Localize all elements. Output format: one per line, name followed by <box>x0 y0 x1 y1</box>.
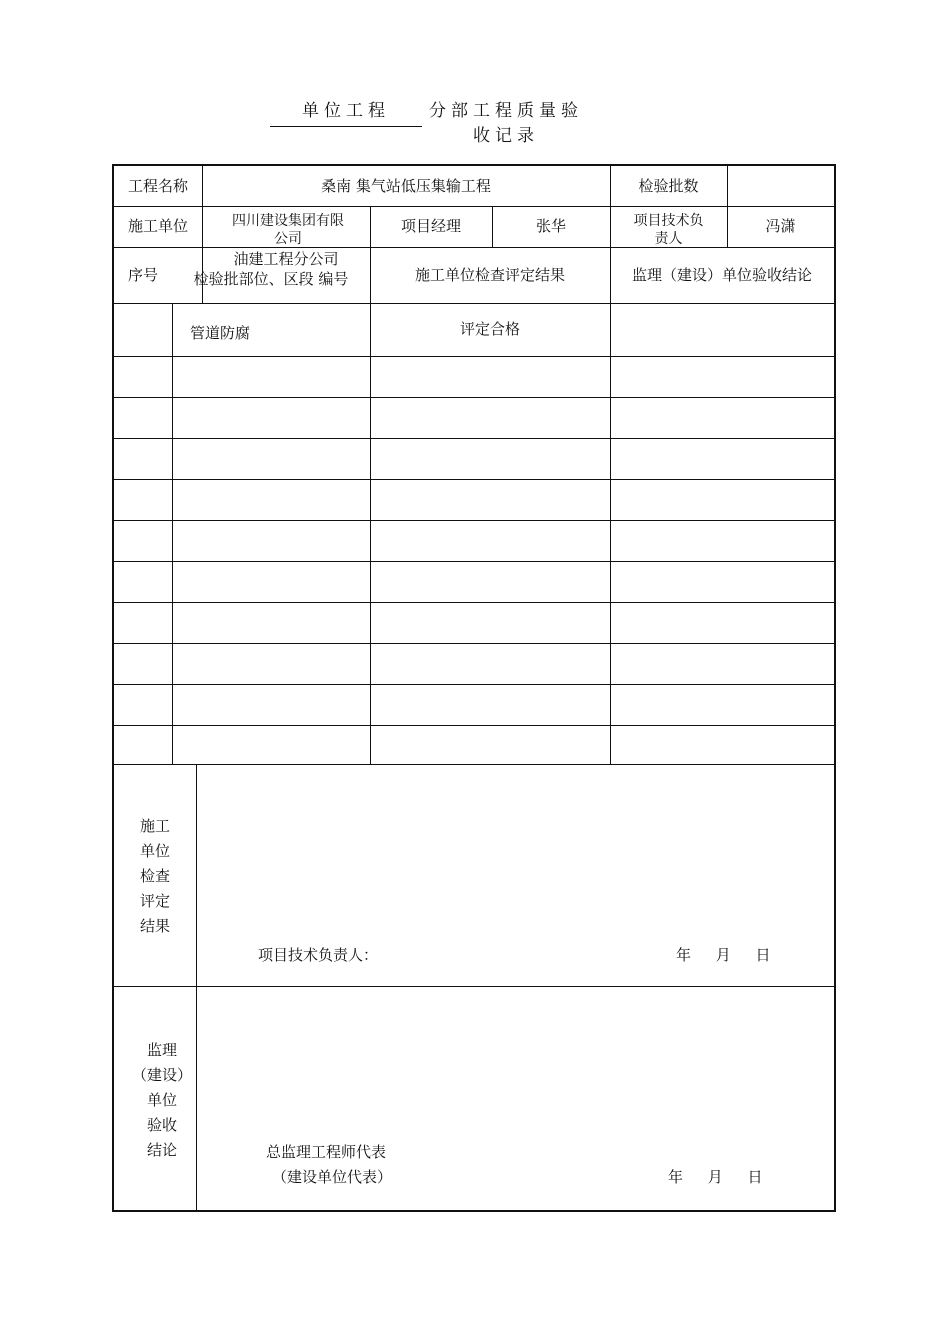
tech-lead-label-line2: 责人 <box>654 231 683 247</box>
supervisor-label-line: 结论 <box>146 1141 177 1159</box>
row-contractor-result: 评定合格 <box>459 320 520 338</box>
contractor-label-line: 结果 <box>139 917 170 935</box>
supervisor-label-line: 单位 <box>146 1091 177 1109</box>
contractor-section-label <box>114 814 196 939</box>
supervisor-signer-line2: （建设单位代表） <box>272 1168 393 1186</box>
batch-count-value <box>727 166 834 206</box>
contractor-name-line1: 四川建设集团有限 <box>232 213 344 229</box>
batch-count-label: 检验批数 <box>638 176 699 195</box>
contractor-label-line: 单位 <box>139 842 170 860</box>
supervisor-signer-line1: 总监理工程师代表 <box>266 1143 387 1161</box>
supervisor-date: 年 月 日 <box>668 1168 763 1186</box>
contractor-name-line2: 公司 <box>274 231 302 247</box>
row-location: 管道防腐 <box>190 324 251 342</box>
contractor-name-line3: 油建工程分公司 <box>233 250 339 268</box>
contractor-label-line: 施工 <box>139 817 170 835</box>
contractor-label-line: 评定 <box>139 892 170 910</box>
project-manager-label: 项目经理 <box>400 217 461 235</box>
acceptance-record-table <box>112 164 836 1212</box>
contractor-label-line: 检查 <box>139 867 170 885</box>
contractor-date: 年 月 日 <box>676 946 771 964</box>
project-manager-value: 张华 <box>535 217 566 235</box>
supervisor-label-line: 监理 <box>146 1041 177 1059</box>
project-name-value: 桑南 集气站低压集输工程 <box>321 176 491 195</box>
col-header-contractor-result: 施工单位检查评定结果 <box>414 265 565 284</box>
col-header-supervisor-result: 监理（建设）单位验收结论 <box>631 265 812 284</box>
row-supervisor-result <box>610 303 834 356</box>
row-seq <box>114 303 172 356</box>
tech-lead-value: 冯潇 <box>765 217 796 235</box>
title-form-name: 分部工程质量验收记录 <box>429 101 583 146</box>
contractor-label: 施工单位 <box>127 217 188 235</box>
col-header-seq: 序号 <box>127 265 158 284</box>
contractor-signer-label: 项目技术负责人： <box>258 946 379 964</box>
document-title <box>270 96 590 146</box>
supervisor-section-label <box>120 1038 204 1163</box>
col-header-location: 检验批部位、区段 编号 <box>193 270 349 288</box>
project-name-label: 工程名称 <box>127 176 188 195</box>
title-unit-project: 单位工程 <box>270 96 422 127</box>
supervisor-label-line: （建设） <box>131 1066 192 1084</box>
supervisor-label-line: 验收 <box>146 1116 177 1134</box>
tech-lead-label-line1: 项目技术负 <box>633 213 704 229</box>
